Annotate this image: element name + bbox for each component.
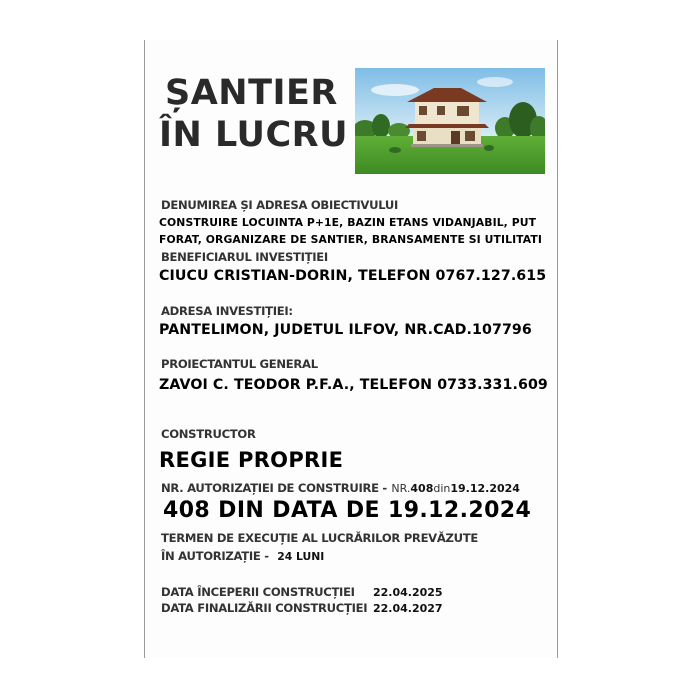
authorization-line bbox=[161, 479, 520, 497]
start-date-label: DATA ÎNCEPERII CONSTRUCȚIEI bbox=[161, 585, 355, 599]
house-photo bbox=[355, 68, 545, 174]
authorization-label: NR. AUTORIZAȚIEI DE CONSTRUIRE - bbox=[161, 481, 387, 495]
authorization-nr: 408 bbox=[410, 482, 434, 495]
designer-label: PROIECTANTUL GENERAL bbox=[161, 357, 318, 371]
beneficiary-label: BENEFICIARUL INVESTIȚIEI bbox=[161, 250, 328, 264]
term-line2 bbox=[161, 547, 324, 565]
authorization-nr-prefix: NR. bbox=[391, 482, 411, 495]
authorization-date: 19.12.2024 bbox=[450, 482, 520, 495]
designer-value: ZAVOI C. TEODOR P.F.A., TELEFON 0733.331.609 bbox=[159, 377, 548, 393]
end-date-value: 22.04.2027 bbox=[373, 602, 443, 615]
objective-label: DENUMIREA ȘI ADRESA OBIECTIVULUI bbox=[161, 198, 399, 212]
constructor-label: CONSTRUCTOR bbox=[161, 427, 256, 441]
address-value: PANTELIMON, JUDETUL ILFOV, NR.CAD.107796 bbox=[159, 322, 532, 338]
beneficiary-value: CIUCU CRISTIAN-DORIN, TELEFON 0767.127.615 bbox=[159, 268, 547, 284]
term-label-line2: ÎN AUTORIZAȚIE - bbox=[161, 549, 269, 563]
board-title-line1: ȘANTIER bbox=[165, 73, 338, 113]
constructor-value: REGIE PROPRIE bbox=[159, 448, 344, 472]
address-label: ADRESA INVESTIȚIEI: bbox=[161, 304, 293, 318]
start-date-value: 22.04.2025 bbox=[373, 586, 443, 599]
construction-site-board bbox=[144, 40, 558, 658]
authorization-big-value: 408 DIN DATA DE 19.12.2024 bbox=[163, 498, 532, 523]
end-date-label: DATA FINALIZĂRII CONSTRUCȚIEI bbox=[161, 601, 368, 615]
term-label-line1: TERMEN DE EXECUȚIE AL LUCRĂRILOR PREVĂZUTE bbox=[161, 531, 478, 545]
authorization-din: din bbox=[433, 482, 451, 495]
objective-value: CONSTRUIRE LOCUINTA P+1E, BAZIN ETANS VIDANJABIL, PUT FORAT, ORGANIZARE DE SANTIER, BRANSAMENTE SI UTILITATI bbox=[159, 216, 543, 246]
house-illustration-icon bbox=[355, 68, 545, 174]
board-title-line2: ÎN LUCRU bbox=[159, 115, 349, 155]
term-value: 24 LUNI bbox=[277, 550, 325, 563]
